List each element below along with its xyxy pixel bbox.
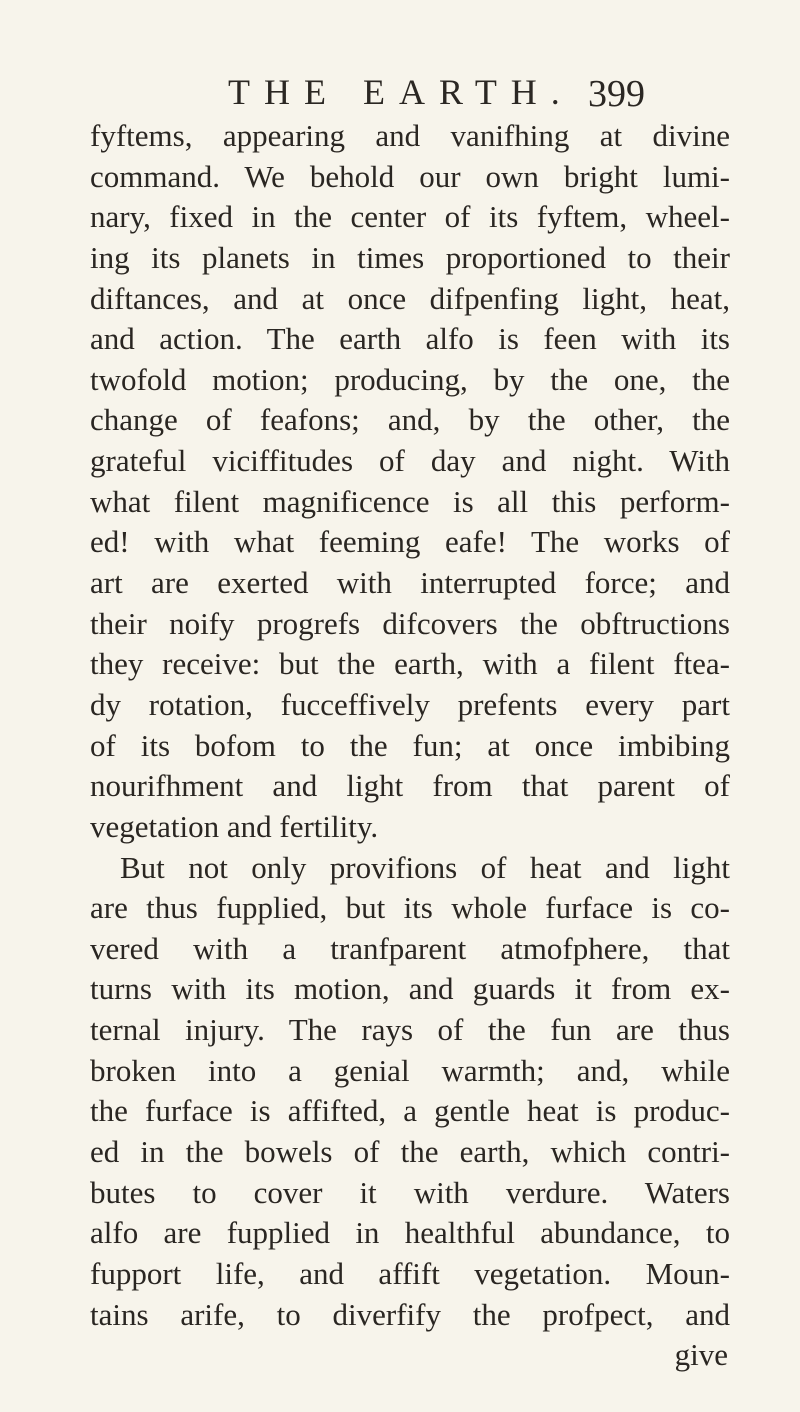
text-line: turns with its motion, and guards it from ex-	[90, 971, 730, 1007]
text-line: ed! with what feeming eafe! The works of	[90, 524, 730, 560]
text-line: ed in the bowels of the earth, which contri-	[90, 1134, 730, 1170]
page-number: 399	[588, 73, 645, 115]
text-line: ing its planets in times proportioned to their	[90, 239, 730, 275]
text-line: diftances, and at once difpenfing light, heat,	[90, 280, 730, 316]
text-line: tains arife, to diverfify the profpect, and	[90, 1296, 730, 1332]
text-line: they receive: but the earth, with a filent ftea-	[90, 646, 730, 682]
text-line: of its bofom to the fun; at once imbibing	[90, 727, 730, 763]
paragraph-end-line: vegetation and fertility.	[90, 808, 379, 844]
text-line: butes to cover it with verdure. Waters	[90, 1174, 730, 1210]
text-line: grateful viciffitudes of day and night. With	[90, 443, 730, 479]
running-title: THE EARTH.	[228, 72, 574, 112]
text-line: the furface is affifted, a gentle heat is produc-	[90, 1093, 730, 1129]
body-text	[90, 116, 730, 1376]
text-line: what filent magnificence is all this perform-	[90, 483, 730, 519]
text-line: nary, fixed in the center of its fyftem, wheel-	[90, 199, 730, 235]
text-line: alfo are fupplied in healthful abundance, to	[90, 1215, 730, 1251]
text-line: their noify progrefs difcovers the obftructions	[90, 605, 730, 641]
text-line: change of feafons; and, by the other, the	[90, 402, 730, 438]
text-line: command. We behold our own bright lumi-	[90, 158, 730, 194]
text-line: art are exerted with interrupted force; and	[90, 565, 730, 601]
catchword: give	[674, 1337, 728, 1373]
text-line: broken into a genial warmth; and, while	[90, 1052, 730, 1088]
running-head	[0, 70, 800, 120]
text-line: vered with a tranfparent atmofphere, that	[90, 930, 730, 966]
text-line: twofold motion; producing, by the one, the	[90, 361, 730, 397]
text-line: and action. The earth alfo is feen with its	[90, 321, 730, 357]
paragraph-start-line: But not only provifions of heat and light	[120, 849, 730, 885]
text-line: dy rotation, fucceffively prefents every part	[90, 686, 730, 722]
text-line: ternal injury. The rays of the fun are thus	[90, 1012, 730, 1048]
text-line: are thus fupplied, but its whole furface is co-	[90, 890, 730, 926]
text-line: fupport life, and affift vegetation. Moun-	[90, 1255, 730, 1291]
text-line: fyftems, appearing and vanifhing at divine	[90, 118, 730, 153]
text-line: nourifhment and light from that parent of	[90, 768, 730, 804]
